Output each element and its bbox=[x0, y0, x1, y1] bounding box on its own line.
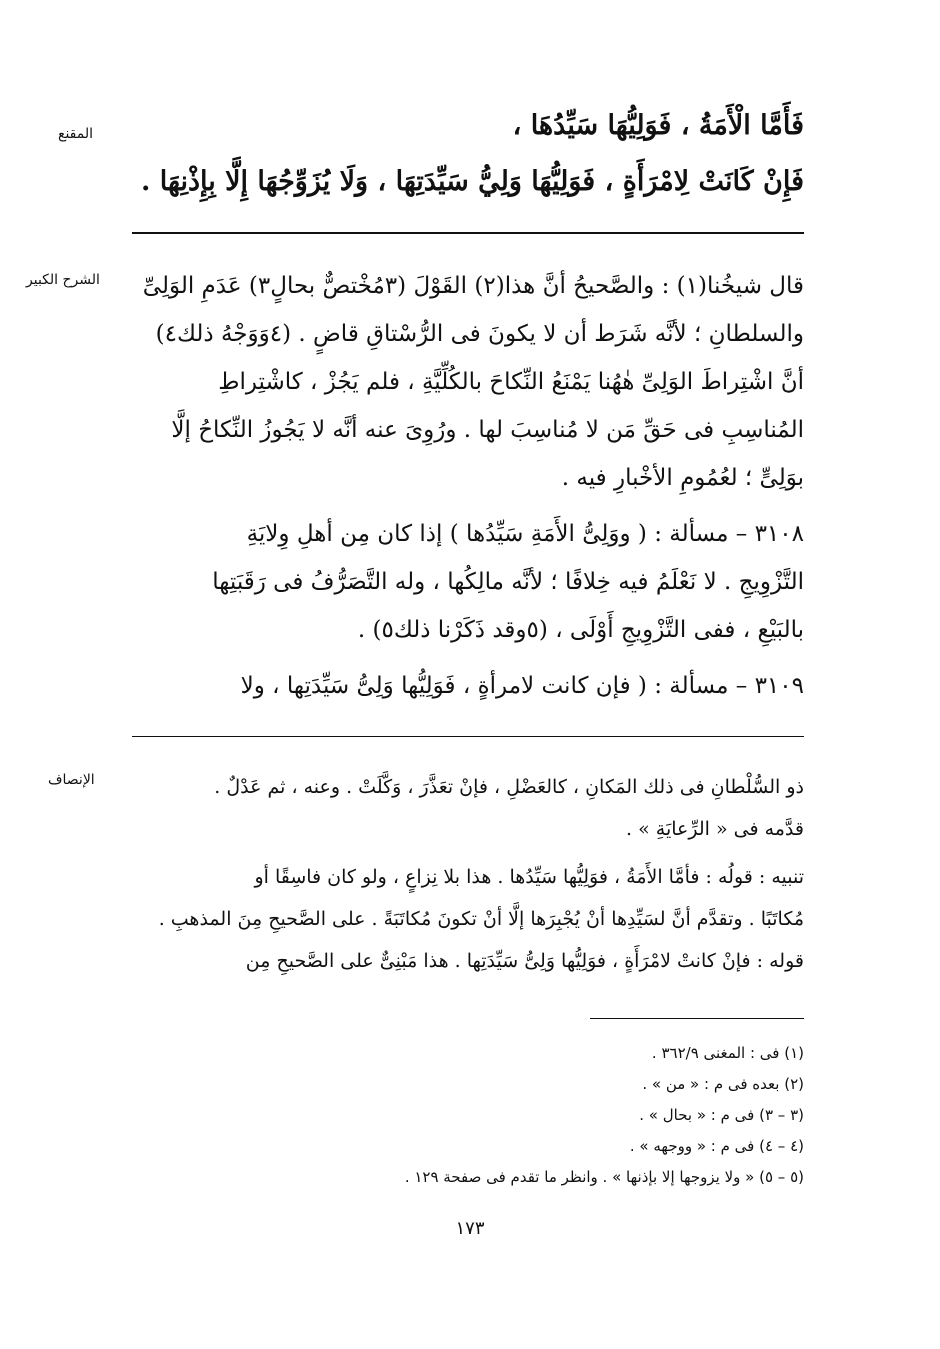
insaf-line: قوله : فإنْ كانتْ لامْرَأَةٍ ، فوَلِيُّها وَلِىُّ سَيِّدَتِها . هذا مَبْنِىٌّ على الصَّحيحِ مِن bbox=[245, 950, 804, 972]
sharh-line: والسلطانِ ؛ لأنَّه شَرَط أن لا يكونَ فى الرُّسْتاقِ قاضٍ . (٤وَوَجْهُ ذلك٤) bbox=[155, 321, 804, 347]
sharh-line: أنَّ اشْتِراطَ الوَلِىِّ هٰهُنا يَمْنَعُ النِّكاحَ بالكُلِّيَّةِ ، فلم يَجُزْ ، كاشْتِراطِ bbox=[218, 369, 804, 395]
insaf-line: ذو السُّلْطانِ فى ذلك المَكانِ ، كالعَضْلِ ، فإنْ تعَذَّرَ ، وَكَّلَتْ . وعنه ، ثم عَدْلٌ . bbox=[214, 776, 804, 798]
footnote: (٥ – ٥) « ولا يزوجها إلا بإذنها » . وانظر ما تقدم فى صفحة ١٢٩ . bbox=[404, 1168, 804, 1186]
footnote: (٢) بعده فى م : « من » . bbox=[642, 1075, 804, 1093]
footnote: (١) فى : المغنى ٣٦٢/٩ . bbox=[651, 1044, 804, 1062]
sharh-line: قال شيخُنا(١) : والصَّحيحُ أنَّ هذا(٢) القَوْلَ (٣مُخْتصٌّ بحالٍ٣) عَدَمِ الوَلِىِّ bbox=[142, 273, 804, 299]
section-label-muqni: المقنع bbox=[58, 126, 94, 142]
footnote: (٤ – ٤) فى م : « ووجهه » . bbox=[629, 1137, 804, 1155]
footnotes bbox=[405, 1038, 804, 1193]
section-label-insaf: الإنصاف bbox=[48, 772, 95, 788]
section-divider bbox=[132, 736, 804, 737]
footnote: (٣ – ٣) فى م : « بحال » . bbox=[639, 1106, 804, 1124]
sharh-line: المُناسِبِ فى حَقِّ مَن لا مُناسِبَ لها . ورُوِىَ عنه أنَّه لا يَجُوزُ النِّكاحُ إلَّا bbox=[171, 417, 804, 443]
insaf-line: تنبيه : قولُه : فأمَّا الأَمَةُ ، فوَلِيُّها سَيِّدُها . هذا بلا نِزاعٍ ، ولو كان فاسِقًا أو bbox=[254, 866, 804, 888]
insaf-text bbox=[132, 766, 804, 982]
insaf-line: قدَّمه فى « الرِّعايَةِ » . bbox=[626, 818, 804, 840]
muqni-text bbox=[132, 98, 804, 210]
sharh-text bbox=[132, 262, 804, 710]
section-label-sharh: الشرح الكبير bbox=[26, 272, 100, 288]
muqni-line: فَأَمَّا الْأَمَةُ ، فَوَلِيُّهَا سَيِّدُهَا ، bbox=[512, 110, 804, 141]
sharh-line: التَّزْوِيجِ . لا نَعْلَمُ فيه خِلافًا ؛ لأنَّه مالِكُها ، وله التَّصَرُّفُ فى رَقَبَتِها bbox=[212, 569, 804, 595]
sharh-line: ٣١٠٩ – مسألة : ( فإن كانت لامرأةٍ ، فَوَلِيُّها وَلِىُّ سَيِّدَتِها ، ولا bbox=[240, 673, 804, 699]
page-number: ١٧٣ bbox=[455, 1218, 485, 1239]
sharh-line: بوَلِىٍّ ؛ لعُمُومِ الأخْبارِ فيه . bbox=[561, 465, 804, 491]
sharh-line: ٣١٠٨ – مسألة : ( ووَلِىُّ الأَمَةِ سَيِّدُها ) إذا كان مِن أهلِ وِلايَةِ bbox=[246, 521, 804, 547]
muqni-line: فَإِنْ كَانَتْ لِامْرَأَةٍ ، فَوَلِيُّهَا وَلِيُّ سَيِّدَتِهَا ، وَلَا يُزَوِّجُهَا إِلَّا بِإِذْنِهَا . bbox=[140, 166, 804, 197]
insaf-line: مُكاتَبًا . وتقدَّم أنَّ لسَيِّدِها أنْ يُجْبِرَها إلَّا أنْ تكونَ مُكاتَبَةً . على الصَّحيحِ مِنَ المذهبِ . bbox=[158, 908, 804, 930]
section-divider bbox=[132, 232, 804, 234]
sharh-line: بالبَيْعِ ، ففى التَّزْوِيجِ أَوْلَى ، (٥وقد ذَكَرْنا ذلك٥) . bbox=[357, 617, 804, 643]
footnote-divider bbox=[590, 1018, 804, 1019]
